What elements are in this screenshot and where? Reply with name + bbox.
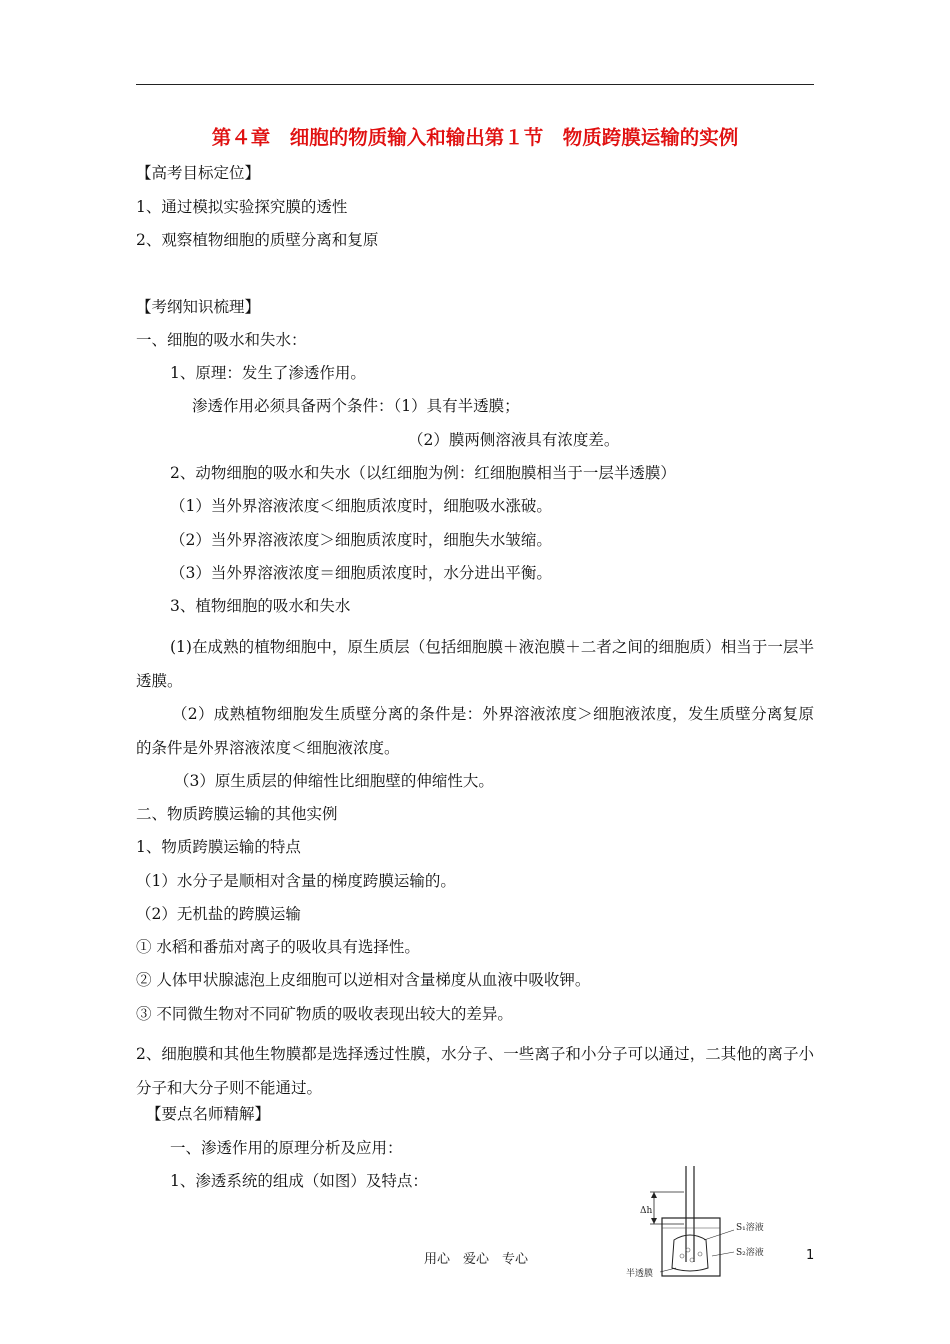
header-rule bbox=[136, 84, 814, 85]
transport-features-heading: 1、物质跨膜运输的特点 bbox=[136, 838, 301, 856]
ion-example-1: ① 水稻和番茄对离子的吸收具有选择性。 bbox=[136, 938, 420, 956]
semipermeable-membrane-label: 半透膜 bbox=[626, 1269, 654, 1279]
membrane-selectivity: 2、细胞膜和其他生物膜都是选择透过性膜，水分子、一些离子和小分子可以通过，二其他的离子小分子和大分子则不能通过。 bbox=[136, 1045, 814, 1097]
goal-item-1: 1、通过模拟实验探究膜的透性 bbox=[136, 198, 348, 216]
section-heading-goals: 【高考目标定位】 bbox=[136, 164, 261, 182]
osmosis-analysis-heading: 一、渗透作用的原理分析及应用： bbox=[170, 1139, 403, 1157]
page-number: 1 bbox=[806, 1248, 815, 1263]
page-title: 第４章 细胞的物质输入和输出第１节 物质跨膜运输的实例 bbox=[211, 126, 739, 149]
osmosis-apparatus-figure bbox=[600, 1160, 820, 1282]
ion-example-3: ③ 不同微生物对不同矿物质的吸收表现出较大的差异。 bbox=[136, 1005, 513, 1023]
plant-cell-item-3: （3）原生质层的伸缩性比细胞壁的伸缩性大。 bbox=[174, 772, 494, 790]
section-heading-key-points: 【要点名师精解】 bbox=[146, 1105, 271, 1123]
principle-line: 1、原理：发生了渗透作用。 bbox=[170, 364, 366, 382]
osmosis-system-heading: 1、渗透系统的组成（如图）及特点： bbox=[170, 1172, 428, 1190]
animal-cell-item-3: （3）当外界溶液浓度＝细胞质浓度时，水分进出平衡。 bbox=[170, 564, 552, 582]
plant-cell-item-2: （2）成熟植物细胞发生质壁分离的条件是：外界溶液浓度＞细胞液浓度，发生质壁分离复原的条件是外界溶液浓度＜细胞液浓度。 bbox=[136, 705, 814, 757]
heading-other-examples: 二、物质跨膜运输的其他实例 bbox=[136, 805, 338, 823]
plant-cell-heading: 3、植物细胞的吸水和失水 bbox=[170, 597, 351, 615]
goal-item-2: 2、观察植物细胞的质壁分离和复原 bbox=[136, 231, 379, 249]
s1-solution-label: S₁溶液 bbox=[736, 1223, 764, 1233]
footer-motto: 用心 爱心 专心 bbox=[424, 1252, 529, 1267]
section-heading-knowledge: 【考纲知识梳理】 bbox=[136, 298, 261, 316]
animal-cell-heading: 2、动物细胞的吸水和失水（以红细胞为例：红细胞膜相当于一层半透膜） bbox=[170, 464, 676, 482]
ion-example-2: ② 人体甲状腺滤泡上皮细胞可以逆相对含量梯度从血液中吸收钾。 bbox=[136, 971, 591, 989]
delta-h-label: Δh bbox=[640, 1206, 653, 1216]
osmosis-conditions-2: （2）膜两侧溶液具有浓度差。 bbox=[408, 431, 620, 449]
animal-cell-item-1: （1）当外界溶液浓度＜细胞质浓度时，细胞吸水涨破。 bbox=[170, 497, 552, 515]
heading-cell-water: 一、细胞的吸水和失水： bbox=[136, 331, 307, 349]
plant-cell-item-1: (1)在成熟的植物细胞中，原生质层（包括细胞膜＋液泡膜＋二者之间的细胞质）相当于一层半透膜。 bbox=[136, 638, 814, 690]
transport-feature-1: （1）水分子是顺相对含量的梯度跨膜运输的。 bbox=[136, 872, 456, 890]
osmosis-conditions-1: 渗透作用必须具备两个条件：（1）具有半透膜； bbox=[192, 397, 520, 415]
s2-solution-label: S₂溶液 bbox=[736, 1248, 764, 1258]
transport-feature-2: （2）无机盐的跨膜运输 bbox=[136, 905, 301, 923]
animal-cell-item-2: （2）当外界溶液浓度＞细胞质浓度时，细胞失水皱缩。 bbox=[170, 531, 552, 549]
